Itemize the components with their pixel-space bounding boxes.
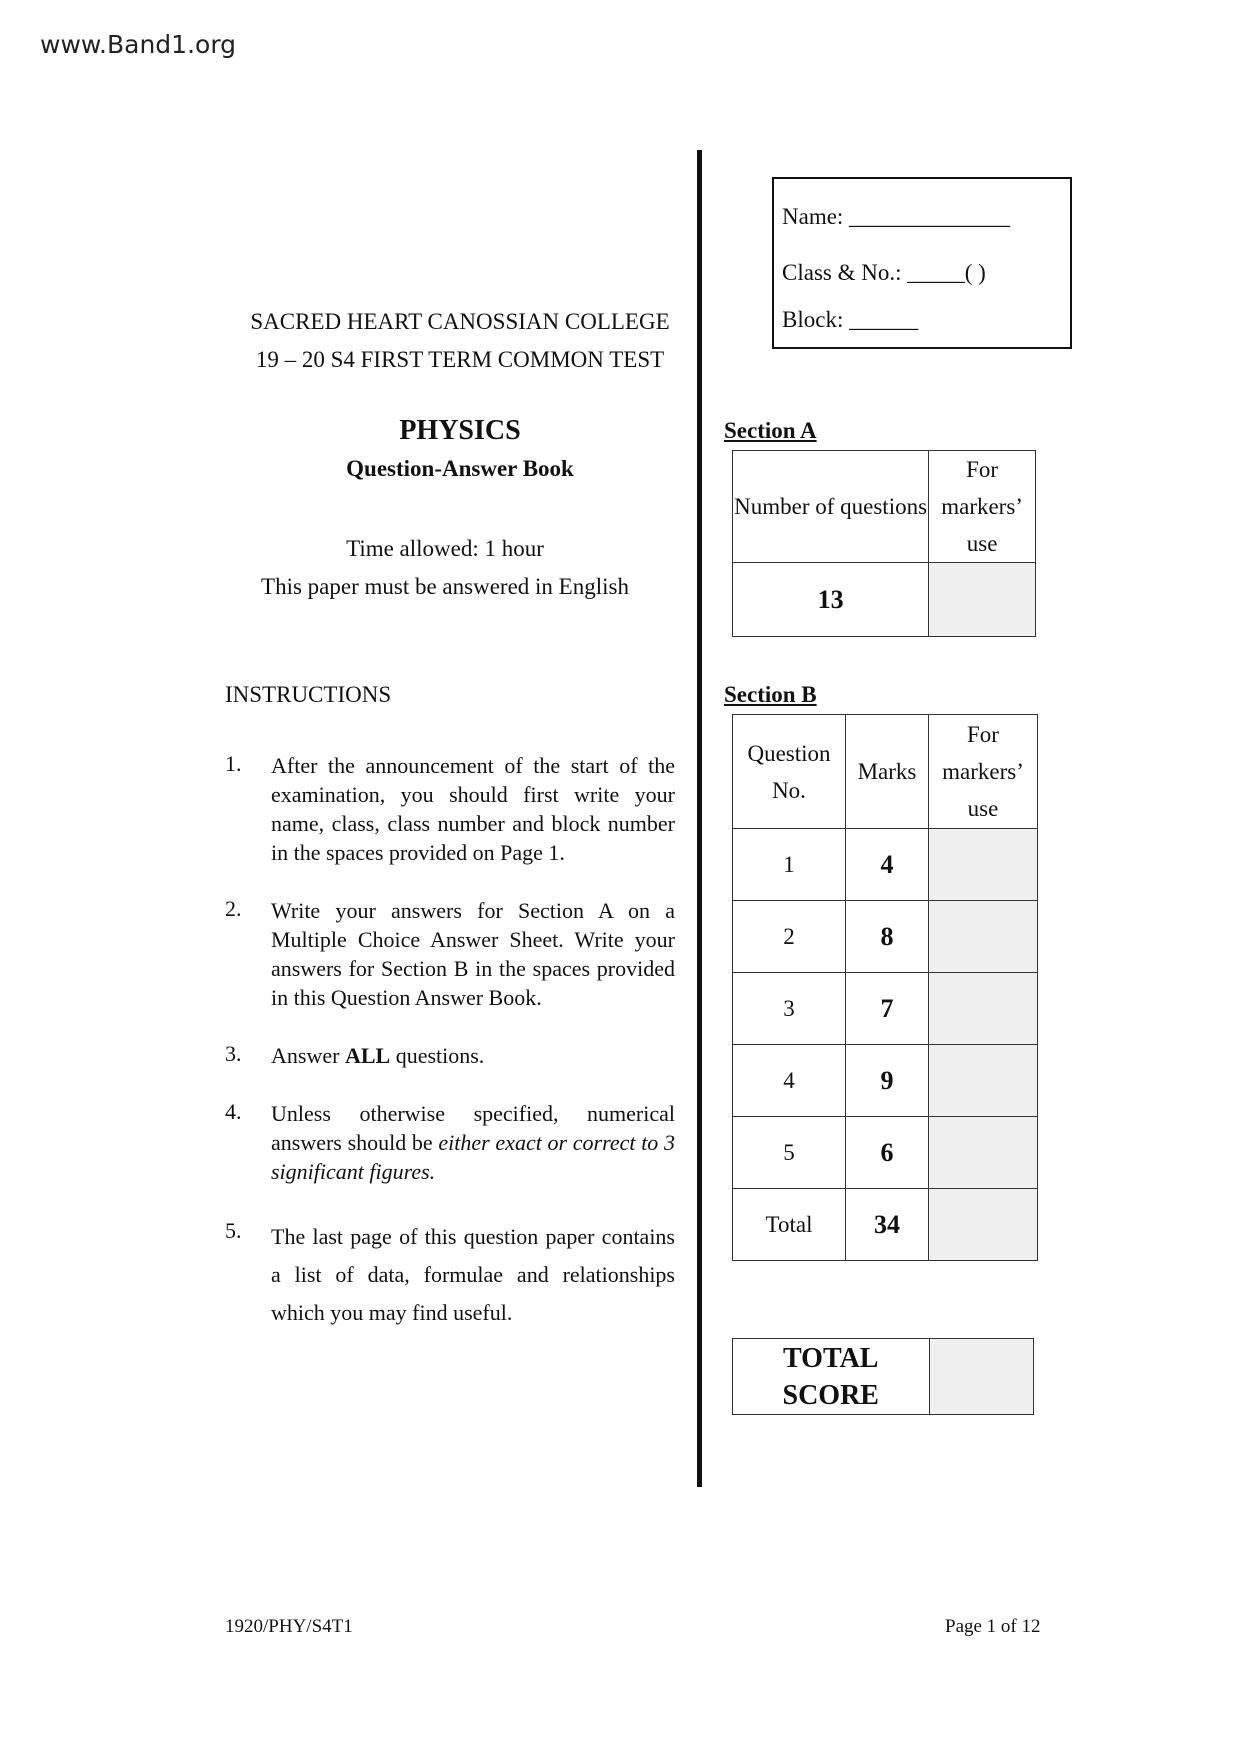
school-name: SACRED HEART CANOSSIAN COLLEGE [250,309,670,334]
question-number: 1 [733,829,846,901]
instruction-item [225,751,675,867]
table-row [733,973,1038,1045]
section-b-title: Section B [724,682,817,707]
instruction-item [225,1218,675,1332]
total-score-label-line: TOTAL [783,1342,879,1374]
question-marks: 6 [846,1117,929,1189]
markers-cell[interactable] [929,829,1038,901]
header-question-no: Question No. [733,715,846,829]
instruction-text [271,1099,675,1186]
question-marks: 8 [846,901,929,973]
question-marks: 4 [846,829,929,901]
page-divider [697,150,702,1487]
table-row [733,1045,1038,1117]
paper-code: 1920/PHY/S4T1 [225,1616,353,1637]
total-score-cell[interactable] [929,1339,1034,1415]
instructions-title: INSTRUCTIONS [225,682,392,707]
name-field[interactable]: Name: ______________ [782,204,1011,229]
markers-cell[interactable] [929,563,1036,637]
markers-cell[interactable] [929,1117,1038,1189]
student-info-box [772,177,1072,349]
question-number: 2 [733,901,846,973]
instruction-number: 1. [225,751,242,776]
question-number: 3 [733,973,846,1045]
school-header [230,303,690,379]
book-type: Question-Answer Book [346,456,574,481]
instruction-item [225,1041,675,1070]
page-number: Page 1 of 12 [945,1616,1041,1637]
num-questions-value: 13 [733,563,929,637]
instruction-number: 4. [225,1099,242,1124]
question-number: 4 [733,1045,846,1117]
exam-info [230,530,660,606]
total-score-label [733,1339,930,1415]
instruction-item [225,896,675,1012]
instruction-italic: either exact or correct to 3 significant figures. [271,1130,676,1184]
instruction-number: 2. [225,896,242,921]
markers-cell[interactable] [929,901,1038,973]
instruction-text [271,1041,675,1070]
class-no-field[interactable]: Class & No.: _____( ) [782,260,986,285]
instruction-text-part: questions. [390,1043,485,1068]
total-score-table [732,1338,1034,1415]
table-row [733,1117,1038,1189]
table-row [733,901,1038,973]
section-b-table [732,714,1038,1261]
time-allowed: Time allowed: 1 hour [346,536,544,561]
instruction-number: 5. [225,1218,242,1243]
instruction-text-part: Unless otherwise specified, numerical answers should be [271,1101,675,1155]
watermark: www.Band1.org [40,30,237,59]
block-field[interactable]: Block: ______ [782,307,919,332]
markers-cell[interactable] [929,1189,1038,1261]
header-num-questions: Number of questions [733,451,929,563]
instruction-text: After the announcement of the start of the examination, you should first write your name, class, class number and block number in the spaces provided on Page 1. [271,753,675,865]
instruction-text-part: Answer [271,1043,345,1068]
header-markers-use: For markers’ use [929,715,1038,829]
total-marks: 34 [846,1189,929,1261]
markers-cell[interactable] [929,973,1038,1045]
section-a-title: Section A [724,418,817,443]
header-markers-use: For markers’ use [929,451,1036,563]
test-name: 19 – 20 S4 FIRST TERM COMMON TEST [255,347,665,372]
table-row-total [733,1189,1038,1261]
instruction-text: The last page of this question paper contains a list of data, formulae and relationships which you may find useful. [271,1224,675,1325]
table-row [733,829,1038,901]
language-note: This paper must be answered in English [261,574,629,599]
instruction-text: Write your answers for Section A on a Multiple Choice Answer Sheet. Write your answers for Section B in the spaces provided in this Question Answer Book. [271,898,675,1010]
instruction-emphasis: ALL [344,1043,391,1068]
subject-title: PHYSICS [399,415,521,446]
header-marks: Marks [846,715,929,829]
markers-cell[interactable] [929,1045,1038,1117]
section-a-table [732,450,1036,637]
total-score-label-line: SCORE [782,1379,879,1411]
total-label: Total [733,1189,846,1261]
question-number: 5 [733,1117,846,1189]
instruction-number: 3. [225,1041,242,1066]
instruction-item [225,1099,675,1186]
question-marks: 9 [846,1045,929,1117]
question-marks: 7 [846,973,929,1045]
